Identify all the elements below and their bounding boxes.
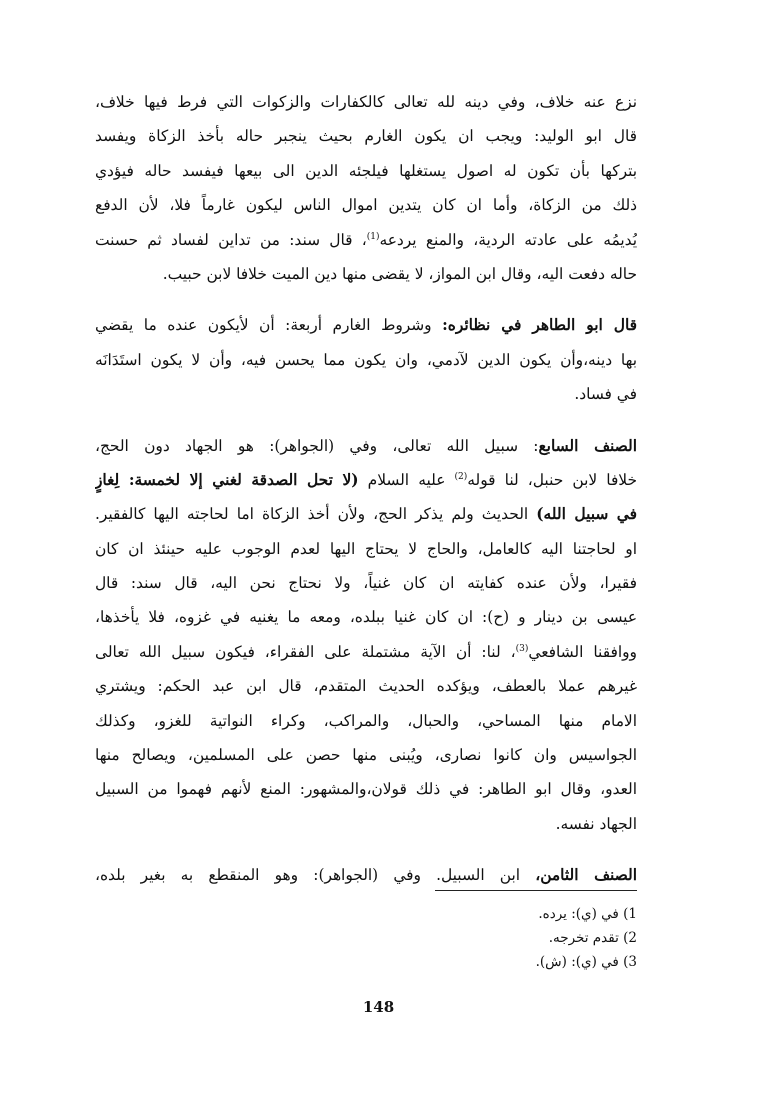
footnote-ref: (3) xyxy=(515,643,529,654)
text-line: نزع عنه خلاف، وفي دينه لله تعالى كالكفارات والزكوات التي فرط فيها خلاف، xyxy=(95,93,637,111)
text-line xyxy=(95,635,637,669)
text-line: حاله دفعت اليه، وقال ابن المواز، لا يقضى منها دين الميت خلافا لابن حبيب. xyxy=(162,264,637,283)
text-segment: ، لنا: أن الآية مشتملة على الفقراء، فيكون سبيل الله تعالى xyxy=(95,642,516,661)
text-segment: عليه السلام xyxy=(358,470,455,489)
main-text xyxy=(95,85,637,893)
text-line xyxy=(95,429,637,463)
text-line: ذلك من الزكاة، وأما ان كان يتدين اموال الناس ليكون غارماً فلا، لأن الدفع xyxy=(95,196,637,215)
text-segment: وشروط الغارم أربعة: أن لأيكون عنده ما يقضي xyxy=(95,316,443,335)
text-line: غيرهم عملا بالعطف، ويؤكده الحديث المتقدم، قال ابن عبد الحكم: ويشتري xyxy=(95,677,637,696)
paragraph-lead: قال ابو الطاهر في نظائره: xyxy=(442,316,637,335)
text-line xyxy=(95,858,637,892)
section-heading: الصنف السابع xyxy=(538,436,637,455)
paragraph-2 xyxy=(95,308,637,411)
footnotes xyxy=(420,902,637,974)
text-line: الامام منها المساحي، والحبال، والمراكب، وكراء النواتية للغزو، وكذلك xyxy=(95,711,637,730)
section-heading: الصنف الثامن، xyxy=(535,866,637,885)
text-segment: خلافا لابن حنبل، لنا قوله xyxy=(467,470,637,489)
footnote-ref: (2) xyxy=(454,471,468,482)
footnote: 1) في (ي): يرده. xyxy=(538,906,637,922)
text-line xyxy=(95,497,637,531)
text-line: بها دينه،وأن يكون الدين لآدمي، وان يكون مما يحسن فيه، وأن لا يكون استَدَانَه xyxy=(95,350,637,369)
text-line: العدو، وقال ابو الطاهر: في ذلك قولان،والمشهور: المنع لأنهم فهموا من السبيل xyxy=(95,780,637,799)
text-line xyxy=(95,463,637,497)
page-number: 148 xyxy=(362,998,395,1016)
text-segment: ، قال سند: من تداين لفساد ثم حسنت xyxy=(95,230,367,249)
paragraph-1 xyxy=(95,85,637,291)
text-line: فقيرا، ولأن عنده كفايته ان كان غنياً، ولا نحتاج نحن اليه، قال سند: قال xyxy=(95,574,637,593)
footnote-divider xyxy=(435,890,637,891)
footnote-ref: (1) xyxy=(366,231,380,242)
text-segment: ابن السبيل. وفي (الجواهر): وهو المنقطع به بغير بلده، xyxy=(95,866,536,885)
text-segment: الحديث ولم يذكر الحج، ولأن أخذ الزكاة اما لحاجته اليها كالفقير. xyxy=(95,505,537,524)
text-line: عيسى بن دينار و (ح): ان كان غنيا ببلده، ومعه ما يغنيه في غزوه، فلا يأخذها، xyxy=(95,608,637,627)
hadith-quote: في سبيل الله) xyxy=(536,505,637,524)
text-segment: يُديمُه على عادته الردية، والمنع يردعه xyxy=(379,230,637,249)
hadith-quote: (لا تحل الصدقة لغني إلا لخمسة: لِغازٍ xyxy=(95,470,359,489)
text-line: او لحاجتنا اليه كالعامل، والحاج لا يحتاج اليها لعدم الوجوب عليه حينئذ ان كان xyxy=(95,539,637,558)
footnote: 3) في (ي): (ش). xyxy=(535,954,637,970)
text-line xyxy=(95,308,637,342)
text-segment: ووافقنا الشافعي xyxy=(528,642,637,661)
text-line: قال ابو الوليد: ويجب ان يكون الغارم بحيث ينجبر حاله بأخذ الزكاة ويفسد xyxy=(95,127,637,146)
text-line: الجواسيس وان كانوا نصارى، ويُبنى منها حصن على المسلمين، ويصالح منها xyxy=(95,746,637,765)
paragraph-3 xyxy=(95,429,637,842)
text-line: في فساد. xyxy=(574,385,637,404)
text-line xyxy=(95,223,637,257)
paragraph-4 xyxy=(95,858,637,892)
text-line: بتركها بأن تكون له اصول يستغلها فيلجئه الدين الى بيعها فيفسد حاله فيؤدي xyxy=(95,161,637,180)
footnote: 2) تقدم تخرجه. xyxy=(548,930,637,946)
text-line: الجهاد نفسه. xyxy=(555,814,637,833)
text-segment: : سبيل الله تعالى، وفي (الجواهر): هو الجهاد دون الحج، xyxy=(95,436,539,455)
